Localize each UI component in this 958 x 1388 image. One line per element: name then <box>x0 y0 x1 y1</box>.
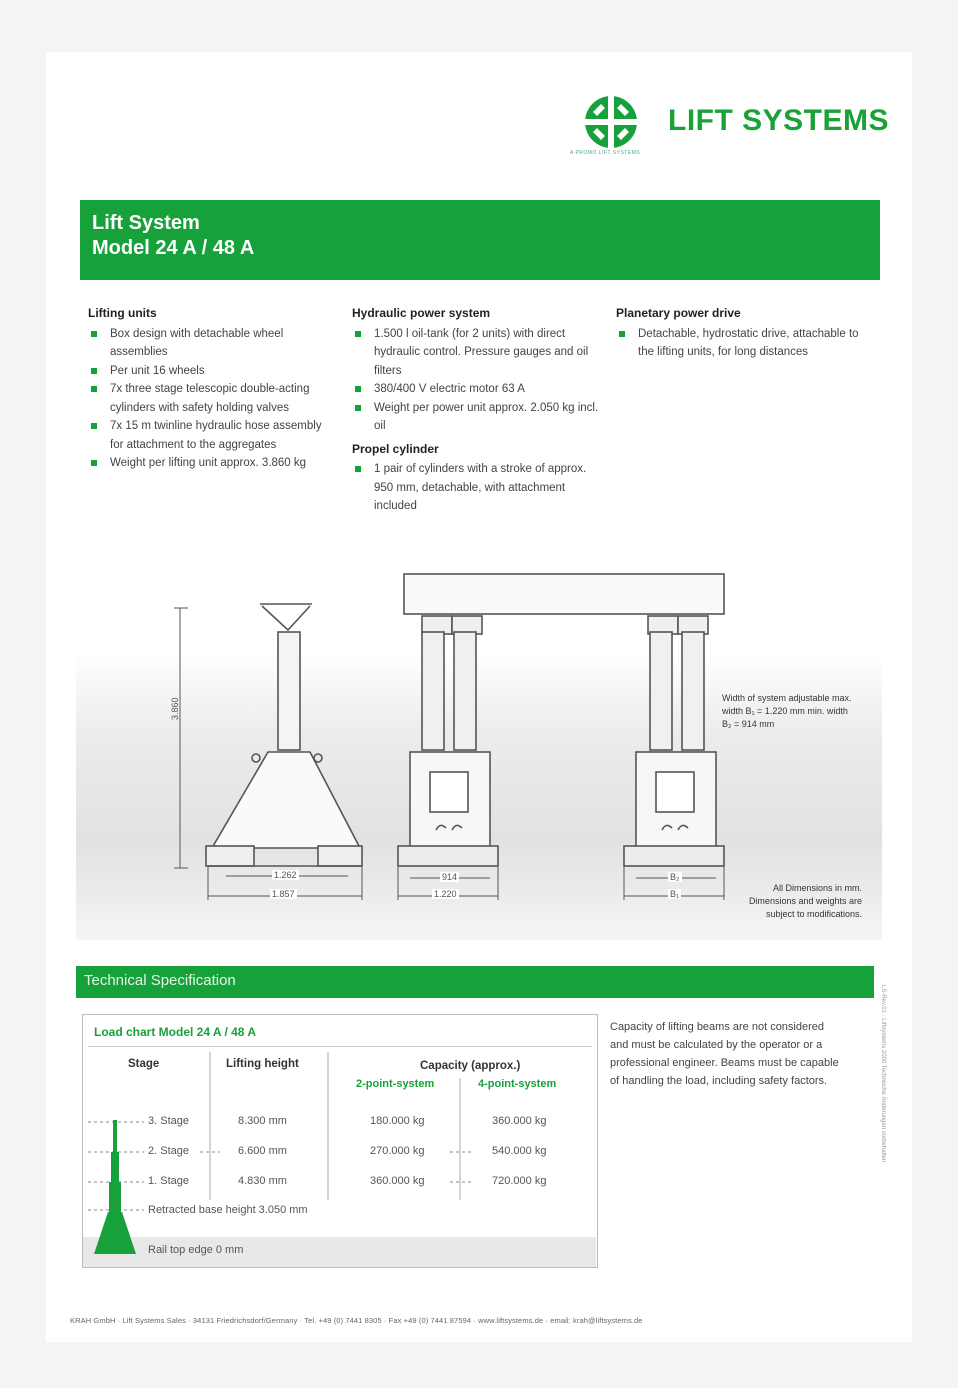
row-two-point: 360.000 kg <box>370 1175 425 1187</box>
row-stage: 3. Stage <box>148 1115 189 1127</box>
row-height: 6.600 mm <box>238 1145 287 1157</box>
list-item: 7x three stage telescopic double-acting cylinders with safety holding valves <box>88 380 336 417</box>
rail-top-edge-label: Rail top edge 0 mm <box>148 1244 244 1256</box>
brand-subtitle: A PROMO LIFT SYSTEMS <box>570 150 641 156</box>
brand-name: LIFT SYSTEMS <box>668 104 890 137</box>
list-item: Per unit 16 wheels <box>88 362 336 381</box>
four-point-header: 4-point-system <box>478 1078 557 1090</box>
right-inner-dimension: B₂ <box>670 872 680 882</box>
row-two-point: 270.000 kg <box>370 1145 425 1157</box>
retracted-height-label: Retracted base height 3.050 mm <box>148 1204 308 1216</box>
technical-specification-label: Technical Specification <box>84 972 236 989</box>
capacity-header: Capacity (approx.) <box>420 1060 521 1072</box>
list-item: 1.500 l oil-tank (for 2 units) with direct hydraulic control. Pressure gauges and oil filters <box>352 325 602 381</box>
list-item: Weight per lifting unit approx. 3.860 kg <box>88 454 336 473</box>
row-stage: 1. Stage <box>148 1175 189 1187</box>
list-item: Box design with detachable wheel assemblies <box>88 325 336 362</box>
row-four-point: 720.000 kg <box>492 1175 547 1187</box>
front-inner-dimension: 1.262 <box>274 870 297 880</box>
right-outer-dimension: B₁ <box>670 889 680 899</box>
propel-cylinder-heading: Propel cylinder <box>352 441 439 456</box>
row-height: 8.300 mm <box>238 1115 287 1127</box>
list-item: Detachable, hydrostatic drive, attachable to the lifting units, for long distances <box>616 325 872 362</box>
row-two-point: 180.000 kg <box>370 1115 425 1127</box>
row-four-point: 540.000 kg <box>492 1145 547 1157</box>
footer: KRAH GmbH · Lift Systems Sales · 34131 Friedrichsdorf/Germany · Tel. +49 (0) 7441 8305 · Fax +49 (0) 7441 87594 · www.liftsystems.de · email: krah@liftsystems.de <box>70 1316 643 1325</box>
list-item: Weight per power unit approx. 2.050 kg incl. oil <box>352 399 602 436</box>
load-chart-title: Load chart Model 24 A / 48 A <box>94 1025 257 1039</box>
capacity-note: Capacity of lifting beams are not considered and must be calculated by the operator or a professional engineer. Beams must be capable of handling the load, including safety factors. <box>610 1021 839 1087</box>
width-note: Width of system adjustable max. width B₁ = 1.220 mm min. width B₂ = 914 mm <box>722 693 852 729</box>
side-note: LS-Rev.01 · Liftsystems 2000 Technische Änderungen vorbehalten <box>880 985 886 1163</box>
height-dimension-label: 3.860 <box>170 697 180 720</box>
dimensions-note: All Dimensions in mm. Dimensions and weights are subject to modifications. <box>748 883 862 919</box>
list-item: 7x 15 m twinline hydraulic hose assembly for attachment to the aggregates <box>88 417 336 454</box>
two-point-header: 2-point-system <box>356 1078 435 1090</box>
stage-header: Stage <box>128 1058 160 1070</box>
row-stage: 2. Stage <box>148 1145 189 1157</box>
planetary-drive-heading: Planetary power drive <box>616 306 741 320</box>
front-outer-dimension: 1.857 <box>272 889 295 899</box>
lifting-height-header: Lifting height <box>226 1058 299 1070</box>
list-item: 1 pair of cylinders with a stroke of approx. 950 mm, detachable, with attachment included <box>352 460 602 516</box>
hydraulic-power-heading: Hydraulic power system <box>352 306 491 320</box>
lifting-units-heading: Lifting units <box>88 306 157 320</box>
row-height: 4.830 mm <box>238 1175 287 1187</box>
middle-inner-dimension: 914 <box>442 872 458 882</box>
title-line-2: Model 24 A / 48 A <box>92 237 255 259</box>
list-item: 380/400 V electric motor 63 A <box>352 380 602 399</box>
title-line-1: Lift System <box>92 212 200 234</box>
row-four-point: 360.000 kg <box>492 1115 547 1127</box>
middle-outer-dimension: 1.220 <box>434 889 457 899</box>
